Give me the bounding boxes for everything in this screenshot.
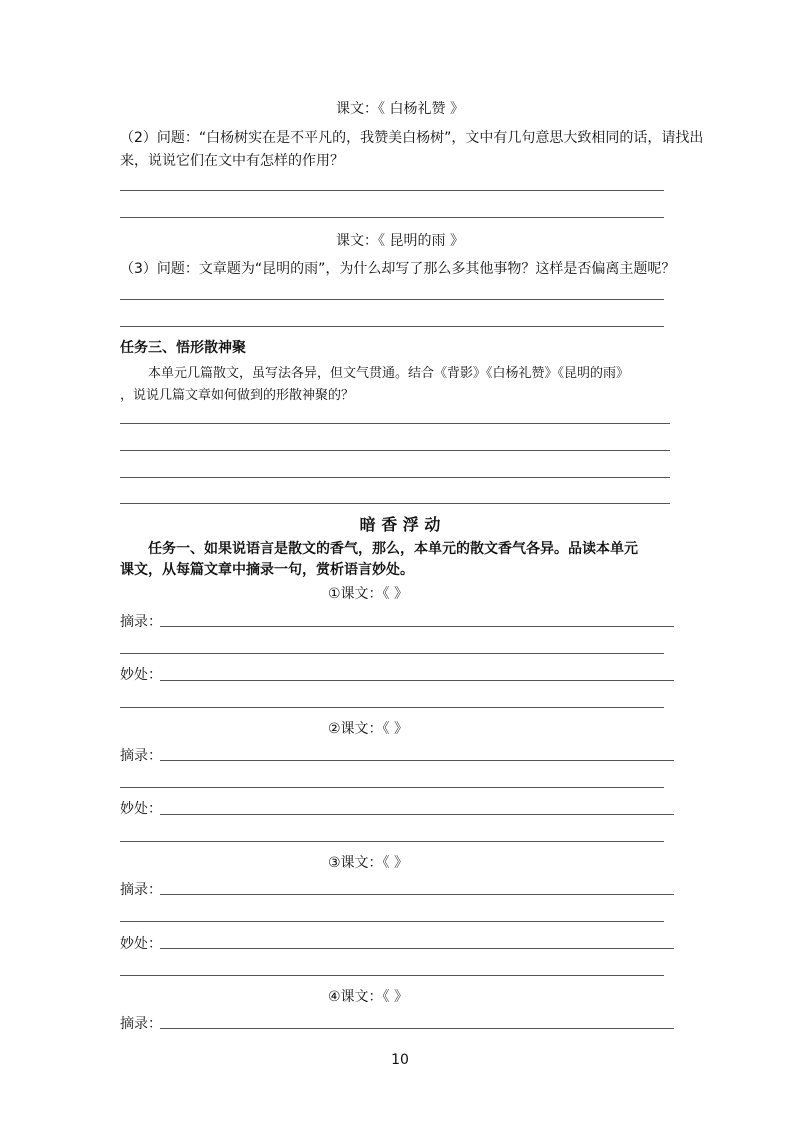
question-2-line2: 来，说说它们在文中有怎样的作用？ [120,153,344,169]
answer-line[interactable] [120,450,670,451]
item-3-beauty-label: 妙处： [120,936,162,952]
item-1-excerpt-line[interactable] [160,626,674,627]
item-1-beauty-label: 妙处： [120,667,162,683]
item-4-excerpt-line[interactable] [160,1028,674,1029]
item-1-beauty-line[interactable] [160,680,674,681]
item-3-heading: ③课文：《 》 [328,855,409,871]
item-2-heading: ②课文：《 》 [328,721,409,737]
answer-line[interactable] [120,423,670,424]
answer-line[interactable] [120,707,664,708]
page-number: 10 [391,1052,409,1068]
answer-line[interactable] [120,477,670,478]
answer-line[interactable] [120,653,664,654]
part2-title: 暗 香 浮 动 [359,515,441,534]
question-3: （3）问题：文章题为“昆明的雨”，为什么却写了那么多其他事物？这样是否偏离主题呢？ [120,261,676,277]
item-4-excerpt-label: 摘录： [120,1016,162,1032]
answer-line[interactable] [120,503,670,504]
answer-line[interactable] [120,326,664,327]
answer-line[interactable] [120,841,664,842]
task3-title: 任务三、悟形散神聚 [120,340,246,356]
item-2-beauty-line[interactable] [160,814,674,815]
item-2-excerpt-line[interactable] [160,760,674,761]
answer-line[interactable] [120,975,664,976]
answer-line[interactable] [120,921,664,922]
part2-task1-line2: 课文，从每篇文章中摘录一句，赏析语言妙处。 [120,562,414,578]
answer-line[interactable] [120,787,664,788]
item-3-beauty-line[interactable] [160,948,674,949]
item-3-excerpt-label: 摘录： [120,882,162,898]
answer-line[interactable] [120,299,664,300]
section-b-heading-text: 课文：《 白杨礼赞 》 [336,101,464,117]
item-4-heading: ④课文：《 》 [328,989,409,1005]
part2-task1-line1: 任务一、如果说语言是散文的香气，那么，本单元的散文香气各异。品读本单元 [148,541,638,557]
item-2-beauty-label: 妙处： [120,801,162,817]
item-3-excerpt-line[interactable] [160,894,674,895]
item-2-excerpt-label: 摘录： [120,748,162,764]
question-2-line1: （2）问题：“白杨树实在是不平凡的，我赞美白杨树”，文中有几句意思大致相同的话，请找出 [120,130,704,146]
answer-line[interactable] [120,190,664,191]
task3-body-line1: 本单元几篇散文，虽写法各异，但文气贯通。结合《背影》《白杨礼赞》《昆明的雨》 [148,366,630,381]
answer-line[interactable] [120,217,664,218]
item-1-heading: ①课文：《 》 [328,586,409,602]
task3-body-line2: ，说说几篇文章如何做到的形散神聚的？ [120,388,355,403]
section-c-heading-text: 课文：《 昆明的雨 》 [336,233,464,249]
item-1-excerpt-label: 摘录： [120,614,162,630]
